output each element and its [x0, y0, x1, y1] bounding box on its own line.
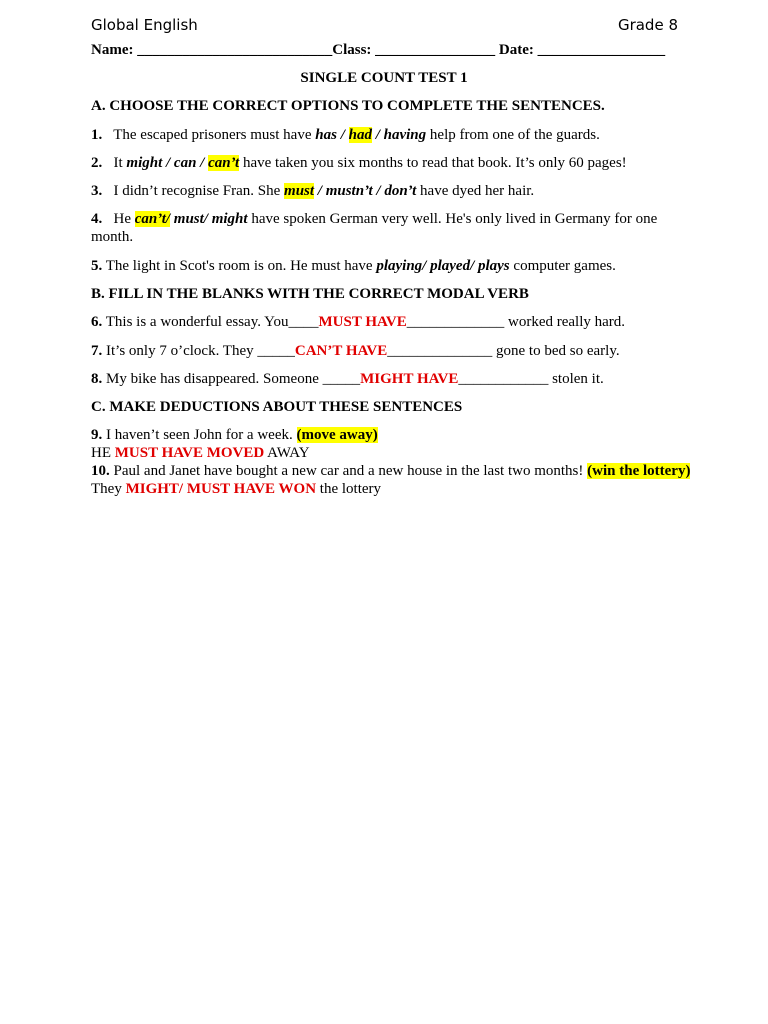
- highlighted-option: can’t/: [134, 211, 171, 227]
- answer-text: MUST HAVE: [318, 314, 407, 330]
- name-label: Name:: [91, 42, 134, 58]
- answer-text: MIGHT/ MUST HAVE WON: [125, 481, 317, 497]
- question-number: 4.: [91, 211, 103, 227]
- question-text: Paul and Janet have bought a new car and a new house in the last two months!: [113, 463, 584, 479]
- grade-label: Grade 8: [617, 16, 678, 34]
- option: / mustn’t / don’t: [317, 183, 417, 199]
- question-number: 5.: [91, 258, 103, 274]
- course-name: Global English: [91, 16, 198, 34]
- date-label: Date:: [498, 42, 534, 58]
- question-6: [91, 313, 698, 331]
- question-number: 8.: [91, 371, 103, 387]
- option: might / can /: [126, 155, 205, 171]
- question-number: 9.: [91, 427, 103, 443]
- answer-suffix: the lottery: [319, 481, 382, 497]
- question-9: [91, 426, 698, 444]
- option: must/ might: [173, 211, 248, 227]
- section-c-heading: C. MAKE DEDUCTIONS ABOUT THESE SENTENCES: [91, 399, 463, 415]
- answer-text: CAN’T HAVE: [294, 343, 388, 359]
- question-5: [91, 257, 698, 275]
- question-text: have spoken German very well. He's only lived in Germany for one month.: [91, 211, 658, 245]
- question-3: [91, 182, 698, 200]
- question-text: It’s only 7 o’clock. They _____: [106, 343, 295, 359]
- question-text: It: [113, 155, 123, 171]
- question-number: 7.: [91, 343, 103, 359]
- question-number: 10.: [91, 463, 110, 479]
- question-text: help from one of the guards.: [429, 127, 600, 143]
- question-text: The escaped prisoners must have: [113, 127, 312, 143]
- answer-text: MUST HAVE MOVED: [114, 445, 265, 461]
- question-number: 3.: [91, 183, 103, 199]
- option: has /: [315, 127, 345, 143]
- answer-9: [91, 444, 698, 462]
- question-text: have dyed her hair.: [420, 183, 535, 199]
- test-title: SINGLE COUNT TEST 1: [300, 70, 468, 86]
- question-number: 1.: [91, 127, 103, 143]
- section-b-heading: B. FILL IN THE BLANKS WITH THE CORRECT MODAL VERB: [91, 286, 529, 302]
- class-blank: ________________: [375, 42, 496, 58]
- question-text: I haven’t seen John for a week.: [106, 427, 293, 443]
- question-text: _____________ worked really hard.: [406, 314, 626, 330]
- question-1: [91, 126, 698, 144]
- question-text: My bike has disappeared. Someone _____: [106, 371, 361, 387]
- question-text: He: [113, 211, 131, 227]
- question-text: ____________ stolen it.: [458, 371, 604, 387]
- option: / having: [375, 127, 427, 143]
- highlighted-option: can’t: [208, 155, 240, 171]
- section-a-heading: A. CHOOSE THE CORRECT OPTIONS TO COMPLETE THE SENTENCES.: [91, 98, 605, 114]
- name-blank: __________________________: [137, 42, 333, 58]
- question-text: The light in Scot's room is on. He must have: [105, 258, 373, 274]
- question-text: ______________ gone to bed so early.: [387, 343, 620, 359]
- question-text: This is a wonderful essay. You____: [105, 314, 319, 330]
- verb-cue: (move away): [296, 427, 378, 443]
- question-8: [91, 370, 698, 388]
- question-number: 6.: [91, 314, 103, 330]
- question-4: [91, 210, 668, 246]
- verb-cue: (win the lottery): [587, 463, 691, 479]
- highlighted-option: must: [284, 183, 315, 199]
- option: playing/ played/ plays: [376, 258, 510, 274]
- class-label: Class:: [332, 42, 372, 58]
- answer-prefix: They: [91, 481, 122, 497]
- question-7: [91, 342, 698, 360]
- question-2: [91, 154, 698, 172]
- date-blank: _________________: [537, 42, 666, 58]
- answer-text: MIGHT HAVE: [360, 371, 459, 387]
- answer-prefix: HE: [91, 445, 111, 461]
- highlighted-option: had: [348, 127, 372, 143]
- page-header: [91, 16, 678, 34]
- question-10: [91, 462, 708, 480]
- question-text: I didn’t recognise Fran. She: [113, 183, 281, 199]
- student-info-line: [91, 41, 698, 59]
- question-number: 2.: [91, 155, 103, 171]
- question-text: have taken you six months to read that book. It’s only 60 pages!: [242, 155, 627, 171]
- answer-suffix: AWAY: [267, 445, 310, 461]
- question-text: computer games.: [513, 258, 616, 274]
- answer-10: [91, 480, 698, 498]
